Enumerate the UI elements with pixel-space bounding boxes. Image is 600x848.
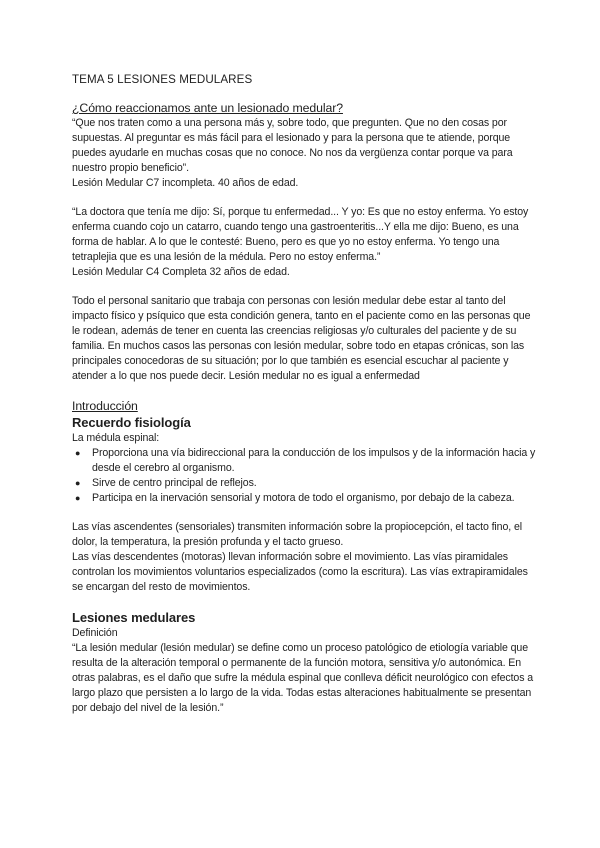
quote-source-1: Lesión Medular C7 incompleta. 40 años de edad. xyxy=(72,177,299,189)
document-title: TEMA 5 LESIONES MEDULARES xyxy=(72,73,253,86)
definition-quote: “La lesión medular (lesión medular) se define como un proceso patológico de etiología variable que resulta de la alteración temporal o permanente de la función motora, sensitiva y/o autonómica. En otras palabras, es el daño que sufre la médula espinal que conlleva déficit neurológico con efectos a largo plazo que persisten a lo largo de la vida. Todas estas alteraciones habitualmente se presentan por debajo del nivel de la lesión.” xyxy=(72,642,534,714)
section-heading-lesions: Lesiones medulares xyxy=(72,610,196,625)
spacer xyxy=(72,280,538,294)
function-list xyxy=(72,446,538,506)
bullet-icon: ● xyxy=(75,493,81,503)
ascending-paths-paragraph: Las vías ascendentes (sensoriales) transmiten información sobre la propiocepción, el tacto fino, el dolor, la temperatura, la presión profunda y el tacto grueso. xyxy=(72,521,522,548)
spacer xyxy=(72,191,538,205)
patient-quote-2: “La doctora que tenía me dijo: Sí, porque tu enfermedad... Y yo: Es que no estoy enferma. Yo estoy enferma cuando cojo un catarro, cuando tengo una gastroenteritis...Y ella me dijo: Bueno, es una forma de hablar. A lo que le contesté: Bueno, pero es que yo no estoy enferma. Yo tengo una tetraplejia que es una lesión de la médula. Pero no estoy enferma.” xyxy=(72,206,529,263)
bullet-icon: ● xyxy=(75,448,81,458)
subheading-physiology: Recuerdo fisiología xyxy=(72,415,191,430)
patient-quote-1: “Que nos traten como a una persona más y, sobre todo, que pregunten. Que no den cosas por supuestas. Al preguntar es más fácil para el lesionado y para la persona que te atiende, porque puedes ayudarle en muchas cosas que no conoce. No nos da vergüenza contar porque va para nuestro propio beneficio”. xyxy=(72,117,513,174)
spacer xyxy=(72,595,538,609)
document-page xyxy=(72,72,538,716)
staff-paragraph: Todo el personal sanitario que trabaja con personas con lesión medular debe estar al tanto del impacto físico y psíquico que esta condición genera, tanto en el paciente como en las personas que le rodean, además de tener en cuenta las creencias religiosas y/o culturales del paciente y de su familia. En muchos casos las personas con lesión medular, sobre todo en etapas crónicas, son las principales conocedoras de su situación; por lo que también es esencial escuchar al paciente y atender a lo que nos puede decir. Lesión medular no es igual a enfermedad xyxy=(72,295,531,382)
list-item-text: Sirve de centro principal de reflejos. xyxy=(92,477,257,489)
spacer xyxy=(72,384,538,398)
list-item xyxy=(72,491,538,506)
spinal-cord-intro: La médula espinal: xyxy=(72,432,160,444)
list-item xyxy=(72,446,538,476)
section-heading-intro[interactable]: Introducción xyxy=(72,399,138,413)
bullet-icon: ● xyxy=(75,478,81,488)
section-heading-reaction[interactable]: ¿Cómo reaccionamos ante un lesionado medular? xyxy=(72,101,343,115)
spacer xyxy=(72,506,538,520)
subheading-definition: Definición xyxy=(72,627,118,639)
descending-paths-paragraph: Las vías descendentes (motoras) llevan información sobre el movimiento. Las vías piramidales controlan los movimientos voluntarios especializados (como la escritura). Las vías extrapiramidales se encargan del resto de movimientos. xyxy=(72,551,528,593)
list-item xyxy=(72,476,538,491)
list-item-text: Proporciona una vía bidireccional para la conducción de los impulsos y de la información hacia y desde el cerebro al organismo. xyxy=(92,447,536,474)
quote-source-2: Lesión Medular C4 Completa 32 años de edad. xyxy=(72,266,290,278)
list-item-text: Participa en la inervación sensorial y motora de todo el organismo, por debajo de la cabeza. xyxy=(92,492,515,504)
